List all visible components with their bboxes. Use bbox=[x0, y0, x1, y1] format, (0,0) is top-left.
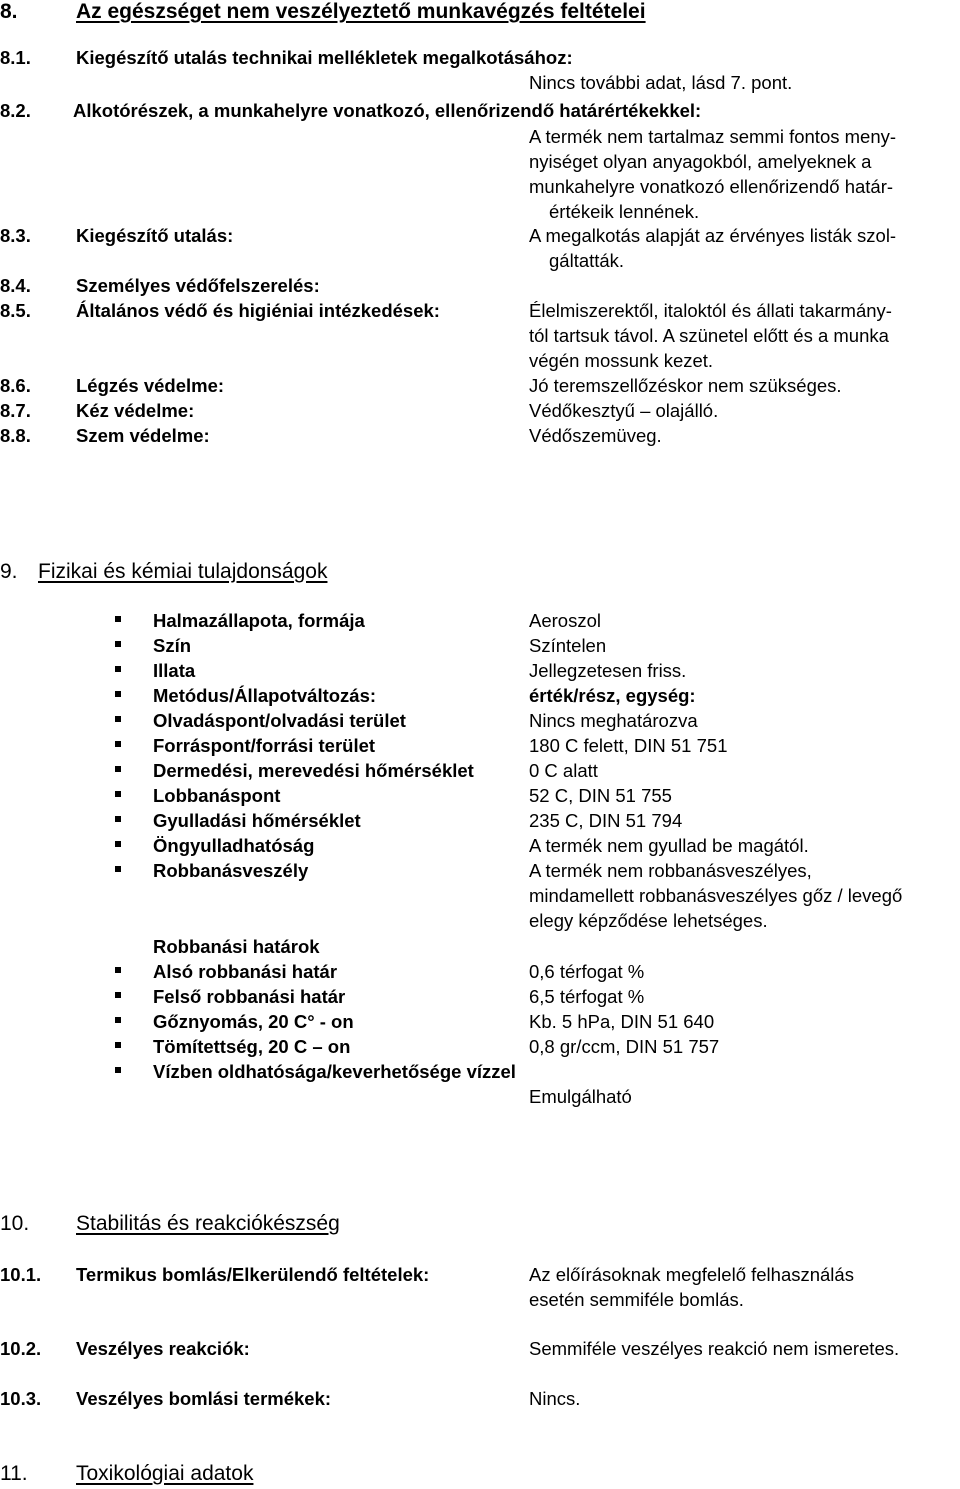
property-label: Felső robbanási határ bbox=[153, 986, 346, 1007]
row-8-5-value-line: tól tartsuk távol. A szünetel előtt és a munka bbox=[529, 325, 889, 346]
row-10-1-value-line: esetén semmiféle bomlás. bbox=[529, 1289, 744, 1310]
property-label: Gyulladási hőmérséklet bbox=[153, 810, 361, 831]
section-10-number: 10. bbox=[0, 1212, 30, 1235]
property-value: Színtelen bbox=[529, 635, 607, 656]
row-8-3-value-line: gáltatták. bbox=[549, 250, 625, 271]
bullet-square-icon bbox=[115, 616, 121, 622]
row-8-5-label: Általános védő és higiéniai intézkedések: bbox=[76, 300, 440, 321]
row-10-3-number: 10.3. bbox=[0, 1388, 42, 1409]
row-8-8-number: 8.8. bbox=[0, 425, 31, 446]
row-10-2-label: Veszélyes reakciók: bbox=[76, 1338, 250, 1359]
bullet-square-icon bbox=[115, 691, 121, 697]
section-8-title: Az egészséget nem veszélyeztető munkavégzés feltételei bbox=[76, 0, 646, 23]
property-value: Aeroszol bbox=[529, 610, 601, 631]
row-8-1-value: Nincs további adat, lásd 7. pont. bbox=[529, 72, 793, 93]
row-8-4-number: 8.4. bbox=[0, 275, 31, 296]
bullet-square-icon bbox=[115, 1042, 121, 1048]
property-label: Szín bbox=[153, 635, 192, 656]
row-10-3-value: Nincs. bbox=[529, 1388, 581, 1409]
property-value: 180 C felett, DIN 51 751 bbox=[529, 735, 728, 756]
row-8-2-number: 8.2. bbox=[0, 100, 31, 121]
property-label: Vízben oldhatósága/keverhetősége vízzel bbox=[153, 1061, 516, 1082]
bullet-square-icon bbox=[115, 641, 121, 647]
property-value: Kb. 5 hPa, DIN 51 640 bbox=[529, 1011, 715, 1032]
property-value: Jellegzetesen friss. bbox=[529, 660, 687, 681]
row-8-1-number: 8.1. bbox=[0, 47, 31, 68]
property-label: Illata bbox=[153, 660, 196, 681]
section-11-title: Toxikológiai adatok bbox=[76, 1462, 254, 1485]
row-8-8-label: Szem védelme: bbox=[76, 425, 210, 446]
property-label: Olvadáspont/olvadási terület bbox=[153, 710, 406, 731]
property-value: 52 C, DIN 51 755 bbox=[529, 785, 672, 806]
row-8-2-value-line: A termék nem tartalmaz semmi fontos meny- bbox=[529, 126, 897, 147]
property-label: Forráspont/forrási terület bbox=[153, 735, 376, 756]
row-8-6-value: Jó teremszellőzéskor nem szükséges. bbox=[529, 375, 842, 396]
property-value-line: A termék nem robbanásveszélyes, bbox=[529, 860, 812, 881]
bullet-square-icon bbox=[115, 992, 121, 998]
property-value: A termék nem gyullad be magától. bbox=[529, 835, 809, 856]
property-value: 0 C alatt bbox=[529, 760, 598, 781]
property-value: 235 C, DIN 51 794 bbox=[529, 810, 683, 831]
row-8-5-number: 8.5. bbox=[0, 300, 31, 321]
row-8-3-number: 8.3. bbox=[0, 225, 31, 246]
property-label: Alsó robbanási határ bbox=[153, 961, 338, 982]
bullet-square-icon bbox=[115, 666, 121, 672]
property-value: Emulgálható bbox=[529, 1086, 632, 1107]
bullet-square-icon bbox=[115, 766, 121, 772]
row-10-2-value: Semmiféle veszélyes reakció nem ismeretes. bbox=[529, 1338, 900, 1359]
property-label: Dermedési, merevedési hőmérséklet bbox=[153, 760, 474, 781]
row-8-2-value-line: értékeik lennének. bbox=[549, 201, 700, 222]
property-label: Lobbanáspont bbox=[153, 785, 281, 806]
bullet-square-icon bbox=[115, 866, 121, 872]
section-11-number: 11. bbox=[0, 1462, 28, 1485]
row-8-7-label: Kéz védelme: bbox=[76, 400, 195, 421]
property-label: Halmazállapota, formája bbox=[153, 610, 365, 631]
row-8-3-value-line: A megalkotás alapját az érvényes listák szol- bbox=[529, 225, 897, 246]
bullet-square-icon bbox=[115, 841, 121, 847]
property-value-line: elegy képződése lehetséges. bbox=[529, 910, 768, 931]
property-value: Nincs meghatározva bbox=[529, 710, 698, 731]
property-value: 0,6 térfogat % bbox=[529, 961, 645, 982]
row-8-6-number: 8.6. bbox=[0, 375, 31, 396]
section-9-number: 9. bbox=[0, 560, 18, 583]
row-8-6-label: Légzés védelme: bbox=[76, 375, 225, 396]
section-9-title: Fizikai és kémiai tulajdonságok bbox=[38, 560, 328, 583]
row-8-7-number: 8.7. bbox=[0, 400, 31, 421]
property-label: Öngyulladhatóság bbox=[153, 835, 315, 856]
property-value-line: mindamellett robbanásveszélyes gőz / levegő bbox=[529, 885, 903, 906]
section-10-title: Stabilitás és reakciókészség bbox=[76, 1212, 340, 1235]
row-8-3-label: Kiegészítő utalás: bbox=[76, 225, 234, 246]
row-8-2-value-line: munkahelyre vonatkozó ellenőrizendő határ- bbox=[529, 176, 894, 197]
property-label: Metódus/Állapotváltozás: bbox=[153, 685, 377, 706]
bullet-square-icon bbox=[115, 716, 121, 722]
property-value: érték/rész, egység: bbox=[529, 685, 696, 706]
bullet-square-icon bbox=[115, 741, 121, 747]
bullet-square-icon bbox=[115, 791, 121, 797]
row-8-8-value: Védőszemüveg. bbox=[529, 425, 662, 446]
row-8-7-value: Védőkesztyű – olajálló. bbox=[529, 400, 719, 421]
row-10-1-value-line: Az előírásoknak megfelelő felhasználás bbox=[529, 1264, 854, 1285]
property-value: 6,5 térfogat % bbox=[529, 986, 645, 1007]
row-10-2-number: 10.2. bbox=[0, 1338, 42, 1359]
row-10-1-label: Termikus bomlás/Elkerülendő feltételek: bbox=[76, 1264, 430, 1285]
property-label: Robbanásveszély bbox=[153, 860, 309, 881]
bullet-square-icon bbox=[115, 1017, 121, 1023]
bullet-square-icon bbox=[115, 1067, 121, 1073]
property-label: Tömítettség, 20 C – on bbox=[153, 1036, 351, 1057]
row-10-1-number: 10.1. bbox=[0, 1264, 42, 1285]
row-8-1-label: Kiegészítő utalás technikai mellékletek megalkotásához: bbox=[76, 47, 573, 68]
bullet-square-icon bbox=[115, 816, 121, 822]
row-8-4-label: Személyes védőfelszerelés: bbox=[76, 275, 320, 296]
row-10-3-label: Veszélyes bomlási termékek: bbox=[76, 1388, 332, 1409]
row-8-5-value-line: végén mossunk kezet. bbox=[529, 350, 714, 371]
property-value: 0,8 gr/ccm, DIN 51 757 bbox=[529, 1036, 720, 1057]
section-8-number: 8. bbox=[0, 0, 18, 23]
property-label: Gőznyomás, 20 C° - on bbox=[153, 1011, 354, 1032]
row-8-2-value-line: nyiséget olyan anyagokból, amelyeknek a bbox=[529, 151, 872, 172]
bullet-square-icon bbox=[115, 967, 121, 973]
row-8-5-value-line: Élelmiszerektől, italoktól és állati takarmány- bbox=[529, 300, 892, 321]
row-8-2-label: Alkotórészek, a munkahelyre vonatkozó, ellenőrizendő határértékekkel: bbox=[73, 100, 702, 121]
explosion-limits-heading: Robbanási határok bbox=[153, 936, 320, 957]
